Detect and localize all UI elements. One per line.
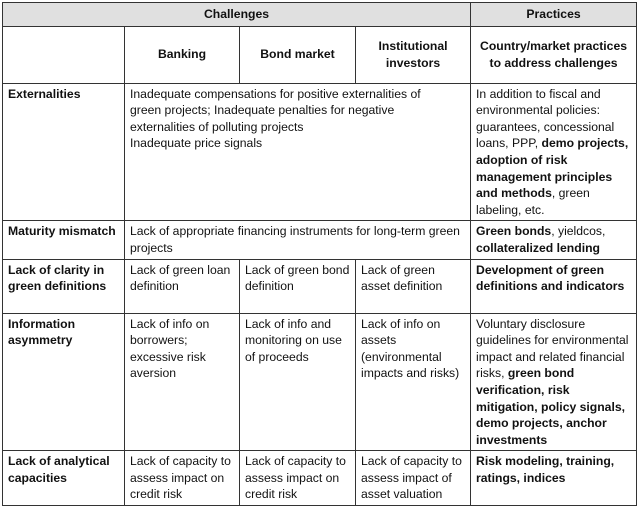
externalities-challenge-line: green projects; Inadequate penalties for negative [130,103,395,118]
header-row [3,3,637,27]
information-banking: Lack of info on borrowers; excessive risk aversion [125,313,240,451]
clarity-label: Lack of clarity in green definitions [3,259,125,313]
empty-corner-cell [3,26,125,83]
practice-emphasis: collateralized lending [476,240,600,255]
externalities-challenge-line: externalities of polluting projects [130,119,304,134]
externalities-challenge-line: Inadequate price signals [130,136,263,151]
externalities-practice [471,83,637,221]
clarity-banking: Lack of green loan definition [125,259,240,313]
analytical-row [3,451,637,506]
clarity-bond: Lack of green bond definition [240,259,356,313]
information-practice [471,313,637,451]
practice-emphasis: green bond verification, risk mitigation, policy signals, demo projects, anchor investments [476,366,626,447]
analytical-bond: Lack of capacity to assess impact on credit risk [240,451,356,506]
maturity-practice [471,221,637,259]
clarity-institutional: Lack of green asset definition [356,259,471,313]
practice-emphasis: Green bonds [476,224,552,239]
subheader-row [3,26,637,83]
externalities-challenge [125,83,471,221]
banking-column-header: Banking [125,26,240,83]
practice-text: In addition to fiscal and environmental policies: guarantees, concessional loans, PPP, [476,86,615,151]
maturity-row [3,221,637,259]
analytical-practice: Risk modeling, training, ratings, indices [471,451,637,506]
externalities-label: Externalities [3,83,125,221]
challenges-header: Challenges [3,3,471,27]
information-institutional: Lack of info on assets (environmental impacts and risks) [356,313,471,451]
practice-text: , yieldcos, [551,224,606,239]
maturity-challenge: Lack of appropriate financing instruments for long-term green projects [125,221,471,259]
practices-header: Practices [471,3,637,27]
bond-market-column-header: Bond market [240,26,356,83]
analytical-banking: Lack of capacity to assess impact on credit risk [125,451,240,506]
practice-text: , green labeling, etc. [476,186,590,217]
institutional-investors-column-header: Institutional investors [356,26,471,83]
analytical-institutional: Lack of capacity to assess impact of asset valuation [356,451,471,506]
challenges-practices-table [2,2,637,506]
country-practices-column-header: Country/market practices to address challenges [471,26,637,83]
practice-text: Voluntary disclosure guidelines for environmental impact and related financial risks, [476,316,629,381]
clarity-row [3,259,637,313]
information-bond: Lack of info and monitoring on use of proceeds [240,313,356,451]
maturity-label: Maturity mismatch [3,221,125,259]
information-row [3,313,637,451]
practice-emphasis: demo projects, adoption of risk management principles and methods [476,136,629,201]
externalities-row [3,83,637,221]
clarity-practice: Development of green definitions and indicators [471,259,637,313]
information-label: Information asymmetry [3,313,125,451]
analytical-label: Lack of analytical capacities [3,451,125,506]
externalities-challenge-line: Inadequate compensations for positive externalities of [130,86,421,101]
